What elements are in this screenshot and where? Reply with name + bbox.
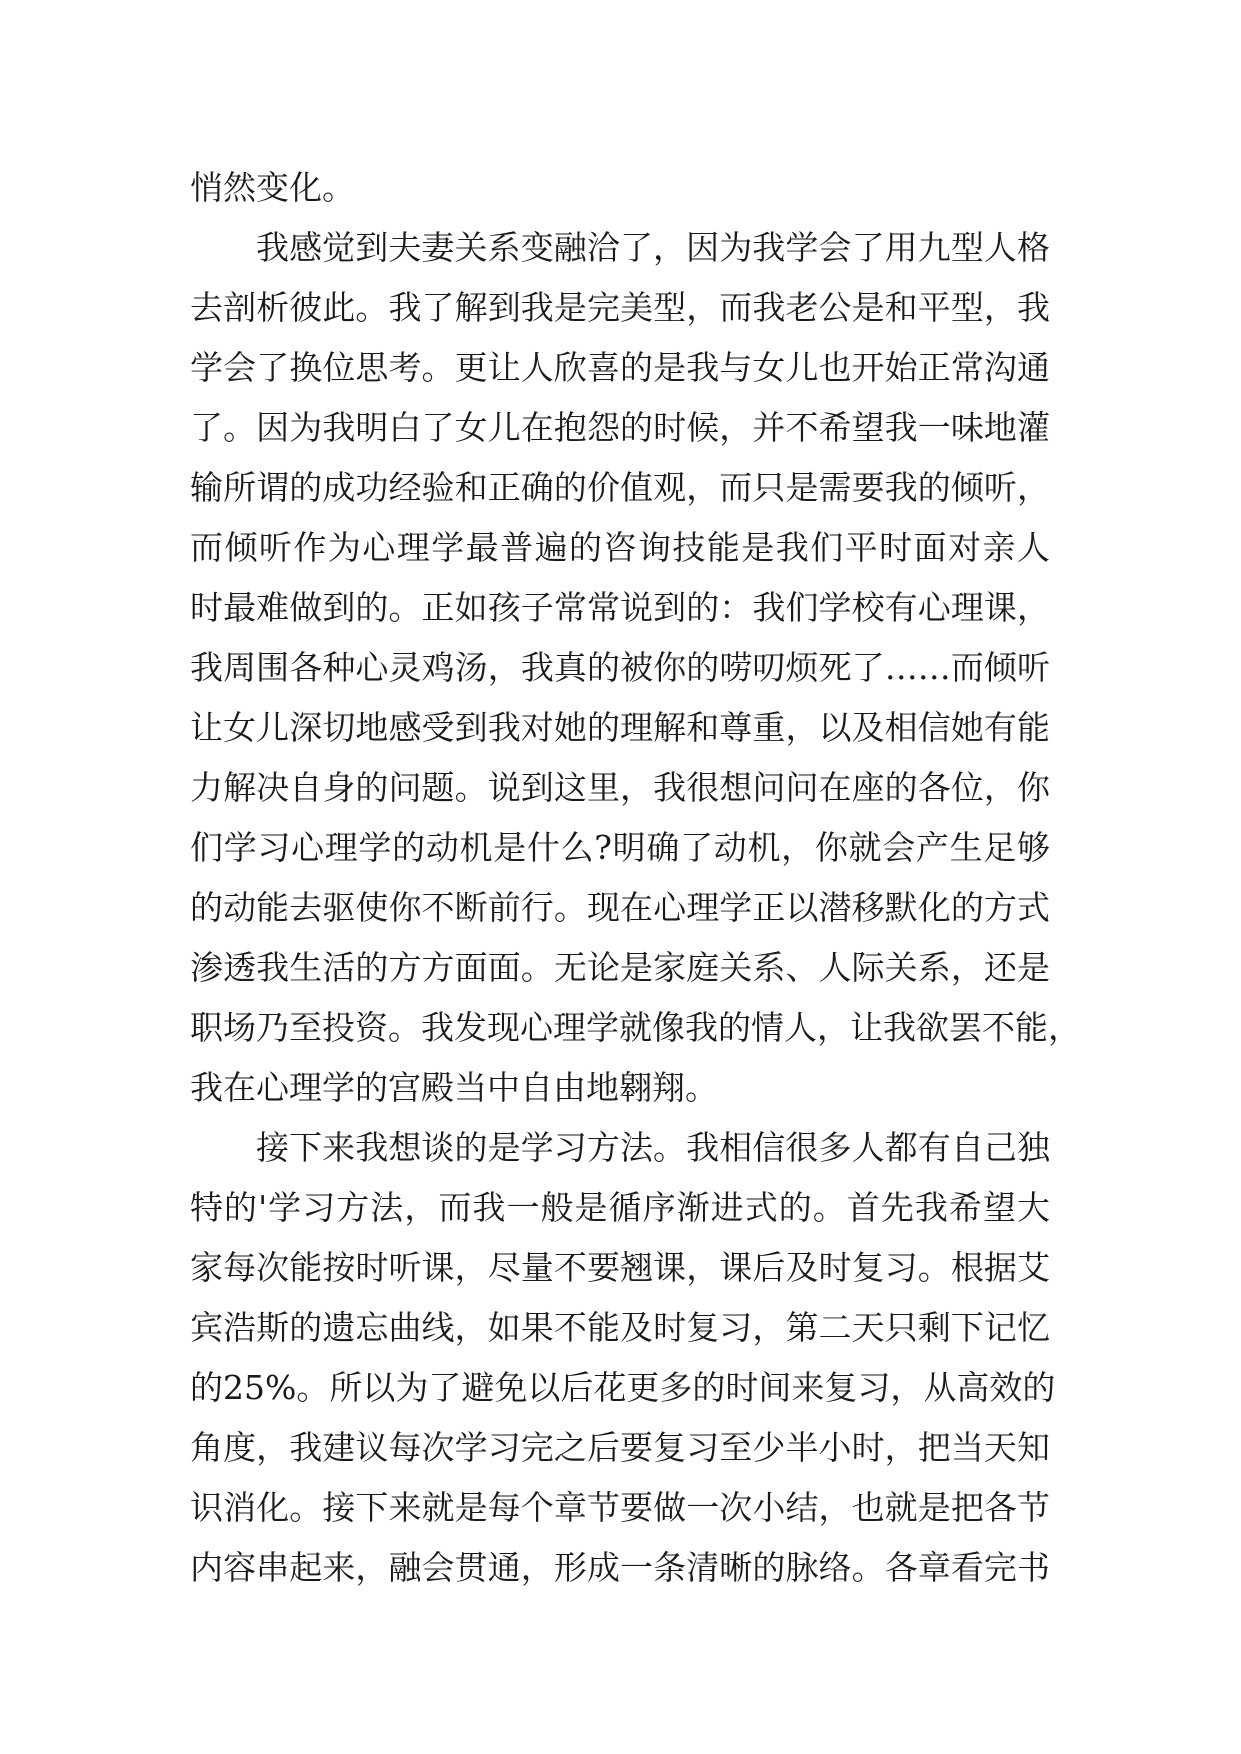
text-line: 家每次能按时听课，尽量不要翘课，课后及时复习。根据艾: [190, 1248, 1050, 1287]
text-line: 学会了换位思考。更让人欣喜的是我与女儿也开始正常沟通: [190, 348, 1050, 387]
text-line: 宾浩斯的遗忘曲线，如果不能及时复习，第二天只剩下记忆: [190, 1308, 1050, 1347]
text-line: 力解决自身的问题。说到这里，我很想问问在座的各位，你: [190, 768, 1050, 807]
paragraph-first-line: 我感觉到夫妻关系变融洽了，因为我学会了用九型人格: [256, 228, 1050, 267]
text-line: 内容串起来，融会贯通，形成一条清晰的脉络。各章看完书: [190, 1548, 1050, 1587]
text-line: 角度，我建议每次学习完之后要复习至少半小时，把当天知: [190, 1428, 1050, 1467]
text-line: 了。因为我明白了女儿在抱怨的时候，并不希望我一味地灌: [190, 408, 1050, 447]
text-line: 职场乃至投资。我发现心理学就像我的情人，让我欲罢不能，: [190, 1008, 1081, 1047]
text-line: 而倾听作为心理学最普遍的咨询技能是我们平时面对亲人: [190, 528, 1050, 567]
text-line: 渗透我生活的方方面面。无论是家庭关系、人际关系，还是: [190, 948, 1050, 987]
paragraph-first-line: 接下来我想谈的是学习方法。我相信很多人都有自己独: [256, 1128, 1050, 1167]
text-line: 时最难做到的。正如孩子常常说到的：我们学校有心理课，: [190, 588, 1050, 627]
text-line: 让女儿深切地感受到我对她的理解和尊重，以及相信她有能: [190, 708, 1050, 747]
text-line: 去剖析彼此。我了解到我是完美型，而我老公是和平型，我: [190, 288, 1050, 327]
text-line: 输所谓的成功经验和正确的价值观，而只是需要我的倾听，: [190, 468, 1050, 507]
body-text: [190, 158, 1081, 1598]
text-line: 我在心理学的宫殿当中自由地翱翔。: [190, 1068, 718, 1107]
text-line: 的动能去驱使你不断前行。现在心理学正以潜移默化的方式: [190, 888, 1050, 927]
text-line: 识消化。接下来就是每个章节要做一次小结，也就是把各节: [190, 1488, 1050, 1527]
text-line: 特的'学习方法，而我一般是循序渐进式的。首先我希望大: [190, 1188, 1050, 1227]
text-line: 们学习心理学的动机是什么?明确了动机，你就会产生足够: [190, 828, 1050, 867]
text-line: 我周围各种心灵鸡汤，我真的被你的唠叨烦死了……而倾听: [190, 648, 1050, 687]
text-line: 悄然变化。: [190, 168, 355, 207]
text-line: 的25%。所以为了避免以后花更多的时间来复习，从高效的: [190, 1368, 1056, 1407]
